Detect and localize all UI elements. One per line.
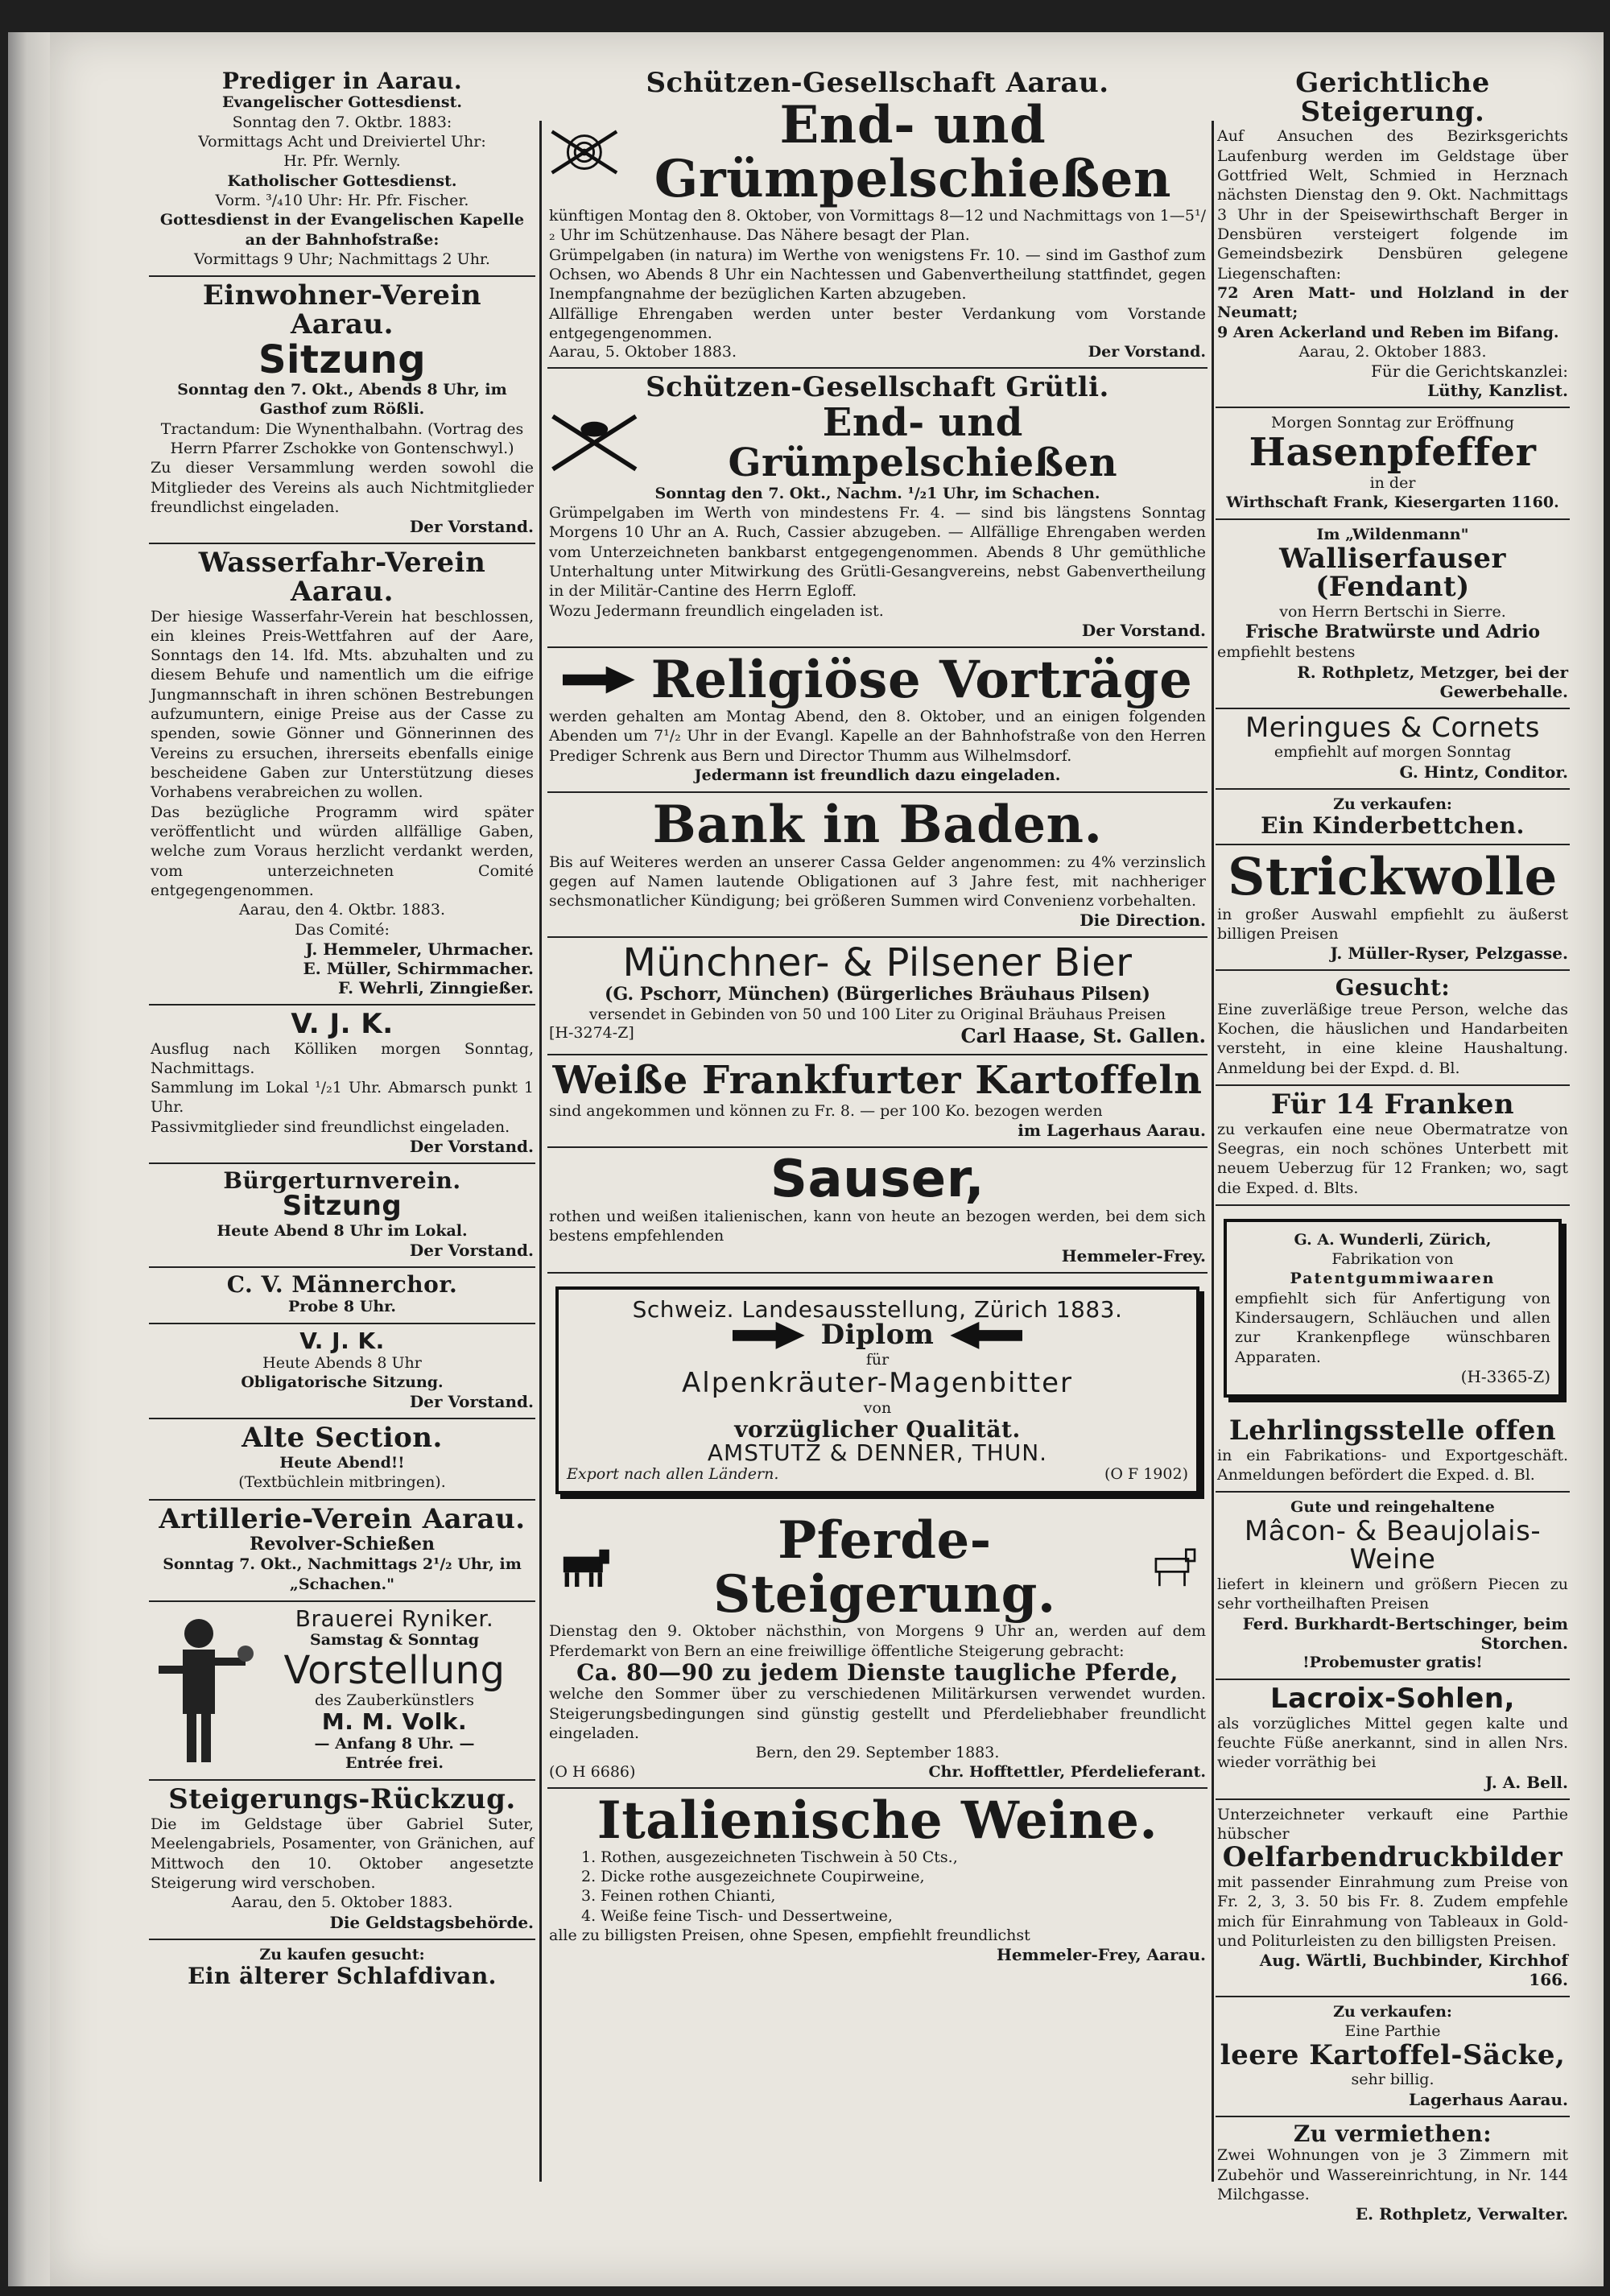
macon-title: Mâcon- & Beaujolais-Weine (1244, 1514, 1542, 1576)
vjk1-sig: Der Vorstand. (409, 1137, 534, 1157)
ad-schuetzen-gruetli (547, 369, 1208, 648)
schuetzen1-body3: Allfällige Ehrengaben werden unter bester Verdankung vom Vorstande entgegengenommen. (549, 304, 1206, 342)
ad-schuetzen-aarau (547, 64, 1208, 369)
ryniker-l1: Brauerei Ryniker. (295, 1604, 494, 1632)
ad-bank-baden (547, 793, 1208, 938)
sauser-sig: Hemmeler-Frey. (1061, 1245, 1206, 1266)
wasserfahr-m1: J. Hemmeler, Uhrmacher. (305, 939, 534, 959)
vortraege-body: werden gehalten am Montag Abend, den 8. Oktober, und an einigen folgenden Abenden um 7¹/₂ Uhr in der Evangl. Kapelle an der Bahnhofstraße von den Herren Prediger Schrenk aus Bern und Director Thumm aus Wilhelmsdorf. (549, 708, 1206, 765)
ad-buergerturn (149, 1164, 535, 1268)
pferde-body2: welche den Sommer über zu verschiedenen Militärkursen verwendet wurden. Steigerungsbedingungen sind günstig gestellt und Pferdeliebhaber freundlicht eingeladen. (549, 1685, 1206, 1742)
pointing-hand-left-icon (950, 1322, 1022, 1349)
weine-title: Italienische Weine. (597, 1790, 1158, 1851)
ryniker-l4: des Zauberkünstlers (315, 1691, 474, 1709)
einwohner-l3: Zu dieser Versammlung werden sowohl die Mitglieder des Vereins als auch Nichtmitglieder freundlichst eingeladen. (151, 459, 534, 516)
vjk1-body3: Passivmitglieder sind freundlichst eingeladen. (151, 1117, 510, 1136)
wunderli-l1: G. A. Wunderli, Zürich, (1294, 1230, 1492, 1249)
crossed-rifles-icon (549, 411, 640, 475)
column-rule-left (539, 121, 542, 2182)
ryniker-l2: Samstag & Sonntag (310, 1631, 479, 1650)
prediger-l1: Sonntag den 7. Oktbr. 1883: (232, 113, 452, 131)
diplom-l3: für (865, 1350, 890, 1369)
schuetzen2-sig: Der Vorstand. (1081, 620, 1206, 640)
ad-14-franken (1216, 1086, 1570, 1206)
steigerung-date: Aarau, den 5. Oktober 1883. (231, 1893, 453, 1912)
wunderli-l2: Fabrikation von (1331, 1250, 1454, 1269)
hasen-l2: in der (1369, 473, 1416, 492)
schuetzen2-l1: Sonntag den 7. Okt., Nachm. ¹/₂1 Uhr, im Schachen. (654, 484, 1100, 502)
ryniker-l3: Vorstellung (283, 1647, 506, 1693)
kinder-l1: Zu verkaufen: (1333, 795, 1452, 813)
oelfarb-body: mit passender Einrahmung zum Preise von Fr. 2, 3, 3. 50 bis Fr. 8. Zudem empfehle mich für Einrahmung von Tableaux in Gold- und Politurleisten zu den billigsten Preisen. (1217, 1873, 1568, 1950)
einwohner-sitzung: Sitzung (258, 337, 427, 382)
wasserfahr-title: Wasserfahr-Verein Aarau. (198, 547, 486, 608)
wildenmann-l2: von Herrn Bertschi in Sierre. (1279, 603, 1506, 621)
page-stack-edge (8, 32, 55, 2286)
horse-icon (549, 1543, 621, 1592)
middle-column (547, 64, 1208, 1971)
vjk1-body: Ausflug nach Kölliken morgen Sonntag, Nachmittags. (151, 1039, 534, 1077)
diplom-l4: Alpenkräuter-Magenbitter (682, 1367, 1073, 1400)
schuetzen2-big: End- und Grümpelschießen (728, 399, 1118, 486)
gesucht-body: Eine zuverläßige treue Person, welche das Kochen, die häuslichen und Handarbeiten versteht, in eine kleine Haushaltung. Anmeldung bei der Expd. d. Bl. (1217, 1000, 1568, 1077)
left-column (149, 64, 535, 1994)
vermiethen-body: Zwei Wohnungen von je 3 Zimmern mit Zubehör und Wassereinrichtung, in Nr. 144 Milchgasse. (1217, 2146, 1568, 2203)
saecke-l3: sehr billig. (1351, 2071, 1435, 2089)
buerger-sitzung: Sitzung (282, 1190, 402, 1223)
ad-diplom (547, 1274, 1208, 1509)
schuetzen1-date: Aarau, 5. Oktober 1883. (549, 343, 737, 361)
prediger-l2: Vormittags Acht und Dreiviertel Uhr: (198, 133, 486, 151)
target-rifles-icon (549, 120, 620, 184)
gericht-sig2: Lüthy, Kanzlist. (1427, 381, 1568, 401)
wildenmann-sub: Frische Bratwürste und Adrio (1245, 621, 1541, 643)
hasen-l1: Morgen Sonntag zur Eröffnung (1271, 414, 1514, 432)
weine-sig: Hemmeler-Frey, Aarau. (996, 1945, 1206, 1965)
vjk1-body2: Sammlung im Lokal ¹/₂1 Uhr. Abmarsch punkt 1 Uhr. (151, 1079, 534, 1117)
lacroix-body: als vorzügliches Mittel gegen kalte und feuchte Füße anerkannt, sind in allen Nrs. wieder vorräthig bei (1217, 1714, 1568, 1772)
ad-alte-section (149, 1419, 535, 1500)
wunderli-body: empfiehlt sich für Anfertigung von Kindersaugern, Schläuchen und allen zur Krankenpflege wünschbaren Apparaten. (1235, 1289, 1550, 1366)
diplom-l7: AMSTUTZ & DENNER, THUN. (707, 1439, 1048, 1467)
buerger-l1: Heute Abend 8 Uhr im Lokal. (217, 1222, 468, 1241)
kaufen-l2: Ein älterer Schlafdivan. (188, 1962, 497, 1989)
vjk2-sig: Der Vorstand. (409, 1392, 534, 1412)
diplom-l6: vorzüglicher Qualität. (734, 1416, 1021, 1443)
saecke-sig: Lagerhaus Aarau. (1408, 2089, 1568, 2109)
weine-i4: 4. Weiße feine Tisch- und Dessertweine, (581, 1906, 893, 1925)
pferde-title: Pferde-Steigerung. (713, 1509, 1056, 1625)
pferde-code: (O H 6686) (549, 1762, 636, 1781)
wildenmann-l3: empfiehlt bestens (1217, 643, 1356, 662)
oelfarb-sig: Aug. Wärtli, Buchbinder, Kirchhof 166. (1259, 1951, 1568, 1990)
vortraege-title: Religiöse Vorträge (650, 649, 1193, 710)
ad-steigerungs-rueckzug (149, 1781, 535, 1939)
meringues-title: Meringues & Cornets (1245, 711, 1541, 744)
ad-hasenpfeffer (1216, 408, 1570, 520)
weine-i1: 1. Rothen, ausgezeichneten Tischwein à 50 Cts., (581, 1848, 958, 1866)
diplom-l8: Export nach allen Ländern. (567, 1464, 779, 1483)
magician-illustration-icon (151, 1609, 255, 1770)
gericht-date: Aarau, 2. Oktober 1883. (1298, 342, 1487, 361)
vortraege-l1: Jedermann ist freundlich dazu eingeladen. (694, 766, 1061, 785)
hasen-l3: Wirthschaft Frank, Kiesergarten 1160. (1226, 493, 1559, 512)
hasen-title: Hasenpfeffer (1249, 430, 1537, 476)
strick-body: in großer Auswahl empfiehlt zu äußerst billigen Preisen (1217, 905, 1568, 943)
ad-lehrlingsstelle (1216, 1412, 1570, 1493)
ad-wildenmann (1216, 520, 1570, 708)
ryniker-l7: Entrée frei. (345, 1753, 444, 1772)
vjk2-l2: Obligatorische Sitzung. (241, 1373, 444, 1391)
bier-title: Münchner- & Pilsener Bier (622, 940, 1133, 986)
column-rule-right (1212, 121, 1214, 2182)
wasserfahr-date: Aarau, den 4. Oktbr. 1883. (239, 901, 445, 919)
weine-body: alle zu billigsten Preisen, ohne Spesen, empfiehlt freundlichst (549, 1926, 1030, 1944)
strick-title: Strickwolle (1228, 847, 1558, 908)
einwohner-l2: Tractandum: Die Wynenthalbahn. (Vortrag des Herrn Pfarrer Zschokke von Gontenschwyl.) (160, 419, 524, 457)
ad-bier (547, 938, 1208, 1055)
pferde-l1: Ca. 80—90 zu jedem Dienste taugliche Pferde, (576, 1658, 1179, 1686)
ad-lacroix (1216, 1680, 1570, 1800)
ad-macon (1216, 1493, 1570, 1680)
lehrling-title: Lehrlingsstelle offen (1228, 1414, 1557, 1447)
franken-body: zu verkaufen eine neue Obermatratze von Seegras, ein noch schönes Unterbett mit neuem Ueberzug für 12 Franken; wo, sagt die Exped. d. Blts. (1217, 1120, 1568, 1197)
wunderli-code: (H-3365-Z) (1460, 1367, 1550, 1387)
ryniker-l5: M. M. Volk. (321, 1708, 468, 1736)
prediger-evang: Evangelischer Gottesdienst. (222, 93, 462, 112)
steigerung-sig: Die Geldstagsbehörde. (329, 1912, 534, 1932)
steigerung-title: Steigerungs-Rückzug. (168, 1783, 516, 1816)
diplom-l5: von (863, 1398, 892, 1417)
ad-einwohner (149, 277, 535, 544)
ad-prediger (149, 64, 535, 277)
vjk2-title: V. J. K. (299, 1328, 385, 1355)
schuetzen2-body2: Wozu Jedermann freundlich eingeladen ist. (549, 601, 884, 620)
schuetzen1-sig: Der Vorstand. (1088, 343, 1206, 361)
ad-ryniker (149, 1602, 535, 1781)
schuetzen2-body: Grümpelgaben im Werth von mindestens Fr. 4. — sind bis längstens Sonntag Morgens 10 Uhr an A. Ruch, Cassier abzugeben. — Allfällige Ehrengaben werden vom Unterzeichneten bankbarst entgegengenommen. Abends 8 Uhr gemüthliche Unterhaltung unter Mitwirkung des Grütli-Gesangvereins, nebst Gabenvertheilung in der Militär-Cantine des Herrn Egloff. (549, 504, 1206, 601)
ad-oelfarbendruck (1216, 1800, 1570, 1998)
bier-code: [H-3274-Z] (549, 1024, 634, 1043)
right-column (1216, 64, 1570, 2230)
ad-gerichtliche-steigerung (1216, 64, 1570, 408)
schuetzen1-big: End- und Grümpelschießen (654, 94, 1172, 209)
cv-l1: Probe 8 Uhr. (287, 1297, 397, 1315)
prediger-title: Prediger in Aarau. (221, 68, 463, 94)
sauser-body: rothen und weißen italienischen, kann von heute an bezogen werden, bei dem sich bestens empfehlenden (549, 1208, 1206, 1245)
horse-outline-icon (1149, 1543, 1206, 1592)
buerger-sig: Der Vorstand. (409, 1241, 534, 1261)
oelfarb-l1: Unterzeichneter verkauft eine Parthie hübscher (1217, 1805, 1568, 1843)
einwohner-title: Einwohner-Verein Aarau. (202, 279, 482, 341)
ad-kartoffeln (547, 1055, 1208, 1148)
ad-maennerchor (149, 1268, 535, 1324)
ad-religioese-vortraege (547, 648, 1208, 793)
pointing-hand-right-icon (733, 1322, 805, 1349)
alte-l1: Heute Abend!! (279, 1453, 405, 1472)
wildenmann-l1: Im „Wildenmann" (1316, 526, 1469, 544)
oelfarb-title: Oelfarbendruckbilder (1222, 1841, 1563, 1874)
ryniker-l6: — Anfang 8 Uhr. — (314, 1734, 475, 1753)
diplom-code: (O F 1902) (1104, 1464, 1188, 1483)
meringues-l1: empfiehlt auf morgen Sonntag (1274, 743, 1512, 762)
schuetzen2-title: Schützen-Gesellschaft Grütli. (646, 371, 1109, 404)
steigerung-body: Die im Geldstage über Gabriel Suter, Meelengabriels, Posamenter, von Gränichen, auf Mittwoch den 10. Oktober angesetzte Steigerung wird verschoben. (151, 1815, 534, 1892)
artillerie-title: Artillerie-Verein Aarau. (159, 1502, 526, 1535)
bier-sig: Carl Haase, St. Gallen. (960, 1024, 1206, 1048)
ad-schlafdivan (149, 1940, 535, 1995)
macon-body: liefert in kleinern und größern Piecen zu sehr vortheilhaften Preisen (1217, 1575, 1568, 1613)
ad-artillerie (149, 1501, 535, 1602)
prediger-kapelle: Gottesdienst in der Evangelischen Kapelle an der Bahnhofstraße: (159, 211, 525, 249)
weine-i2: 2. Dicke rothe ausgezeichnete Coupirweine, (581, 1868, 925, 1885)
ad-sauser (547, 1148, 1208, 1274)
ad-kinderbettchen (1216, 790, 1570, 846)
schuetzen1-body: künftigen Montag den 8. Oktober, von Vormittags 8—12 und Nachmittags von 1—5¹/₂ Uhr im Schützenhause. Das Nähere besagt der Plan. (549, 207, 1206, 245)
saecke-l2: Eine Parthie (1344, 2022, 1441, 2041)
schuetzen1-title: Schützen-Gesellschaft Aarau. (646, 67, 1109, 99)
meringues-sig: G. Hintz, Conditor. (1399, 762, 1568, 782)
lacroix-sig: J. A. Bell. (1484, 1772, 1568, 1792)
cv-title: C. V. Männerchor. (226, 1271, 458, 1299)
gesucht-title: Gesucht: (1335, 974, 1451, 1001)
saecke-l1: Zu verkaufen: (1333, 2003, 1452, 2021)
prediger-l4: Vorm. ³/₄10 Uhr: Hr. Pfr. Fischer. (215, 191, 469, 209)
wasserfahr-body: Der hiesige Wasserfahr-Verein hat beschlossen, ein kleines Preis-Wettfahren auf der Aare, Sonntags den 14. lfd. Mts. abzuhalten und zu diesem Behufe und namentlich um die eifrige Jungmannschaft in ihren schönen Bestrebungen aufzumuntern, einige Preise aus der Casse zu spenden, sowie Gönner und Gönnerinnen des Vereins zu ersuchen, ihrerseits ebenfalls einige bescheidene Gaben zur Unterstützung dieses Vorhabens verabreichen zu wollen. (151, 607, 534, 802)
vjk2-l1: Heute Abends 8 Uhr (262, 1353, 422, 1372)
wildenmann-title: Walliserfauser (Fendant) (1279, 542, 1506, 604)
prediger-l5: Vormittags 9 Uhr; Nachmittags 2 Uhr. (194, 250, 490, 268)
bier-sub: (G. Pschorr, München) (Bürgerliches Bräuhaus Pilsen) (605, 983, 1150, 1005)
ad-kartoffel-saecke (1216, 1997, 1570, 2117)
ad-strickwolle (1216, 845, 1570, 971)
wildenmann-sig: R. Rothpletz, Metzger, bei der Gewerbehalle. (1297, 662, 1568, 701)
wasserfahr-m2: E. Müller, Schirmmacher. (303, 958, 534, 978)
pferde-sig: Chr. Hofftettler, Pferdelieferant. (928, 1762, 1206, 1781)
vermiethen-title: Zu vermiethen: (1293, 2120, 1492, 2147)
ad-wasserfahr (149, 544, 535, 1006)
bank-title: Bank in Baden. (652, 795, 1103, 856)
kaufen-l1: Zu kaufen gesucht: (259, 1945, 425, 1964)
sauser-title: Sauser, (770, 1149, 985, 1209)
bank-sig: Die Direction. (1080, 911, 1206, 931)
wunderli-l3: Patentgummiwaaren (1290, 1270, 1496, 1288)
einwohner-l1: Sonntag den 7. Okt., Abends 8 Uhr, im Gasthof zum Rößli. (177, 380, 507, 419)
diplom-l1: Schweiz. Landesausstellung, Zürich 1883. (632, 1295, 1123, 1323)
einwohner-sig: Der Vorstand. (409, 517, 534, 537)
ad-zu-vermiethen (1216, 2117, 1570, 2230)
lehrling-body: in ein Fabrikations- und Exportgeschäft. Anmeldungen befördert die Exped. d. Bl. (1217, 1446, 1568, 1485)
macon-l2: !Probemuster gratis! (1302, 1653, 1483, 1671)
ad-pferde (547, 1509, 1208, 1789)
macon-l1: Gute und reingehaltene (1290, 1498, 1495, 1517)
schuetzen1-body2: Grümpelgaben (in natura) im Werthe von wenigstens Fr. 10. — sind im Gasthof zum Ochsen, wo Abends 8 Uhr ein Nachtessen und Gabenvertheilung stattfindet, gegen Inempfangnahme der bezüglichen Karten abzugeben. (549, 246, 1206, 304)
gericht-l1: 72 Aren Matt- und Holzland in der Neumatt; (1217, 283, 1568, 322)
gericht-body: Auf Ansuchen des Bezirksgerichts Laufenburg werden im Geldstage über Gottfried Welt, Schmied in Herznach nächsten Dienstag den 9. Okt. Nachmittags 3 Uhr in der Speisewirthschaft Berger in Densbüren versteigert folgende im Gemeindsbezirk Densbüren gelegene Liegenschaften: (1217, 127, 1568, 283)
macon-sig: Ferd. Burkhardt-Bertschinger, beim Storchen. (1242, 1613, 1568, 1653)
kartoffeln-body: sind angekommen und können zu Fr. 8. — per 100 Ko. bezogen werden (549, 1101, 1103, 1120)
vjk1-title: V. J. K. (291, 1007, 394, 1040)
gericht-title: Gerichtliche Steigerung. (1295, 67, 1490, 128)
ad-italienische-weine (547, 1789, 1208, 1972)
diplom-l2: Diplom (820, 1319, 935, 1352)
pointing-hand-icon (563, 667, 635, 694)
alte-title: Alte Section. (242, 1422, 443, 1455)
saecke-title: leere Kartoffel-Säcke, (1220, 2038, 1566, 2071)
alte-l2: (Textbüchlein mitbringen). (238, 1473, 446, 1492)
bier-body: versendet in Gebinden von 50 und 100 Liter zu Original Bräuhaus Preisen (588, 1005, 1166, 1023)
vermiethen-sig: E. Rothpletz, Verwalter. (1355, 2204, 1568, 2224)
wasserfahr-comite: Das Comité: (295, 920, 390, 939)
kinder-title: Ein Kinderbettchen. (1261, 812, 1525, 840)
pferde-date: Bern, den 29. September 1883. (755, 1744, 1000, 1762)
weine-i3: 3. Feinen rothen Chianti, (581, 1887, 776, 1906)
wasserfahr-m3: F. Wehrli, Zinngießer. (337, 977, 534, 997)
pferde-body: Dienstag den 9. Oktober nächsthin, von Morgens 9 Uhr an, werden auf dem Pferdemarkt von Bern an eine freiwillige öffentliche Steigerung gebracht: (549, 1622, 1206, 1660)
prediger-l3: Hr. Pfr. Wernly. (283, 152, 401, 171)
kartoffeln-sig: im Lagerhaus Aarau. (1018, 1120, 1206, 1140)
strick-sig: J. Müller-Ryser, Pelzgasse. (1330, 944, 1568, 964)
ad-vjk-2 (149, 1324, 535, 1419)
prediger-kath: Katholischer Gottesdienst. (227, 171, 457, 190)
kartoffeln-title: Weiße Frankfurter Kartoffeln (552, 1058, 1203, 1104)
ad-wunderli (1216, 1206, 1570, 1412)
wasserfahr-body2: Das bezügliche Programm wird später veröffentlicht und würden allfällige Gaben, welche zum Voraus herzlicht verdankt werden, vom unterzeichneten Comité entgegengenommen. (151, 803, 534, 899)
lacroix-title: Lacroix-Sohlen, (1270, 1682, 1515, 1715)
bank-body: Bis auf Weiteres werden an unserer Cassa Gelder angenommen: zu 4% verzinslich gegen auf Namen lautende Obligationen auf 3 Jahre fest, mit nachheriger sechsmonatlicher Kündigung; bei größeren Summen wird Convenienz vorbehalten. (549, 853, 1206, 911)
artillerie-l1: Sonntag 7. Okt., Nachmittags 2¹/₂ Uhr, im „Schachen." (163, 1555, 522, 1593)
ad-meringues (1216, 709, 1570, 790)
gericht-l2: 9 Aren Ackerland und Reben im Bifang. (1217, 323, 1559, 341)
artillerie-sub: Revolver-Schießen (250, 1534, 435, 1555)
franken-title: Für 14 Franken (1270, 1088, 1515, 1121)
gericht-sig1: Für die Gerichtskanzlei: (1370, 361, 1568, 382)
buerger-title: Bürgerturnverein. (223, 1167, 461, 1195)
ad-gesucht (1216, 971, 1570, 1086)
ad-vjk-1 (149, 1006, 535, 1164)
